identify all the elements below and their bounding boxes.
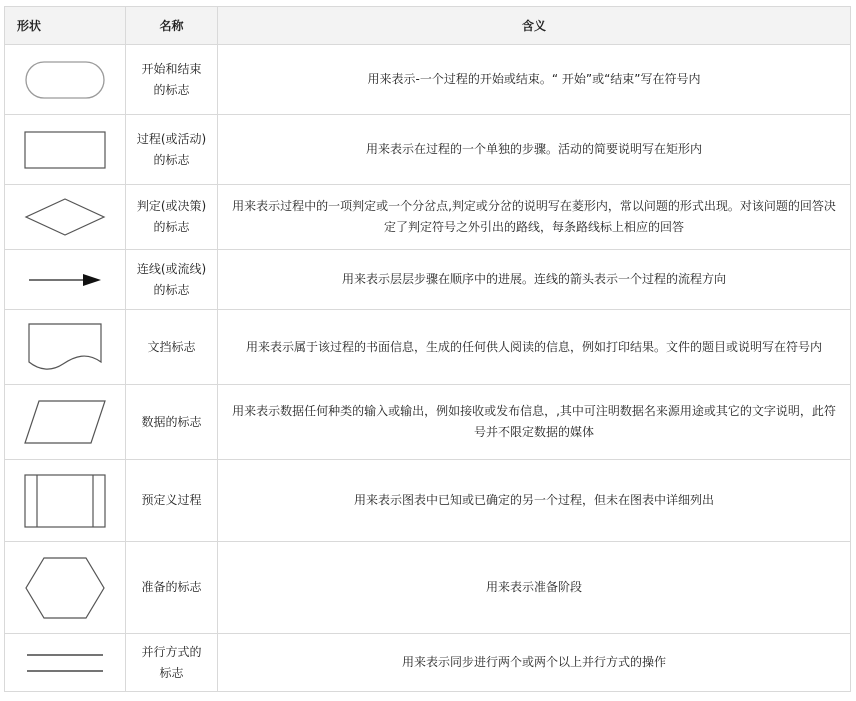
symbol-meaning: 用来表示层层步骤在顺序中的进展。连线的箭头表示一个过程的流程方向	[218, 250, 851, 310]
symbol-name: 开始和结束的标志	[141, 61, 202, 97]
symbol-meaning: 用来表示数据任何种类的输入或输出，例如接收或发布信息，,其中可注明数据名来源用途或其它的文字说明，此符号并不限定数据的媒体	[218, 385, 851, 460]
symbol-name: 判定(或决策)的标志	[136, 199, 207, 234]
symbol-meaning: 用来表示在过程的一个单独的步骤。活动的简要说明写在矩形内	[218, 115, 851, 185]
shape-cell	[5, 385, 126, 460]
symbol-meaning: 用来表示准备阶段	[218, 542, 851, 634]
symbol-meaning: 用来表示-一个过程的开始或结束。“ 开始”或“结束”写在符号内	[218, 45, 851, 115]
table-header-row	[5, 7, 851, 45]
table-row	[5, 385, 851, 460]
symbol-name: 过程(或活动)的标志	[136, 131, 207, 167]
header-meaning: 含义	[218, 7, 851, 45]
decision-diamond-icon	[24, 197, 106, 237]
process-rectangle-icon	[23, 130, 107, 170]
symbol-name: 并行方式的标志	[141, 644, 202, 680]
shape-cell	[5, 185, 126, 250]
symbol-name: 文挡标志	[147, 339, 196, 354]
shape-cell	[5, 634, 126, 692]
table-row	[5, 115, 851, 185]
table-row	[5, 542, 851, 634]
symbol-meaning: 用来表示过程中的一项判定或一个分岔点,判定或分岔的说明写在菱形内，常以问题的形式出现。对该问题的回答决定了判定符号之外引出的路线，每条路线标上相应的回答	[218, 185, 851, 250]
symbol-name: 连线(或流线)的标志	[136, 261, 207, 297]
shape-cell	[5, 45, 126, 115]
shape-cell	[5, 250, 126, 310]
predefined-process-icon	[23, 473, 107, 529]
shape-cell	[5, 115, 126, 185]
document-icon	[27, 322, 103, 372]
table-row	[5, 45, 851, 115]
symbol-name: 预定义过程	[141, 493, 202, 507]
table-row	[5, 185, 851, 250]
symbol-meaning: 用来表示同步进行两个或两个以上并行方式的操作	[218, 634, 851, 692]
table-row	[5, 310, 851, 385]
symbol-name: 数据的标志	[141, 414, 202, 429]
flowchart-symbol-table	[4, 6, 851, 692]
shape-cell	[5, 542, 126, 634]
table-row	[5, 634, 851, 692]
preparation-hexagon-icon	[24, 556, 106, 620]
symbol-meaning: 用来表示属于该过程的书面信息，生成的任何供人阅读的信息，例如打印结果。文件的题目或说明写在符号内	[218, 310, 851, 385]
arrow-icon	[27, 270, 103, 290]
symbol-meaning: 用来表示图表中已知或已确定的另一个过程，但未在图表中详细列出	[218, 460, 851, 542]
parallel-lines-icon	[25, 651, 105, 675]
table-row	[5, 460, 851, 542]
terminator-icon	[24, 60, 106, 100]
data-parallelogram-icon	[23, 399, 107, 445]
shape-cell	[5, 310, 126, 385]
symbol-name: 准备的标志	[141, 580, 202, 594]
header-name: 名称	[126, 7, 218, 45]
table-row	[5, 250, 851, 310]
header-shape: 形状	[5, 7, 126, 45]
shape-cell	[5, 460, 126, 542]
